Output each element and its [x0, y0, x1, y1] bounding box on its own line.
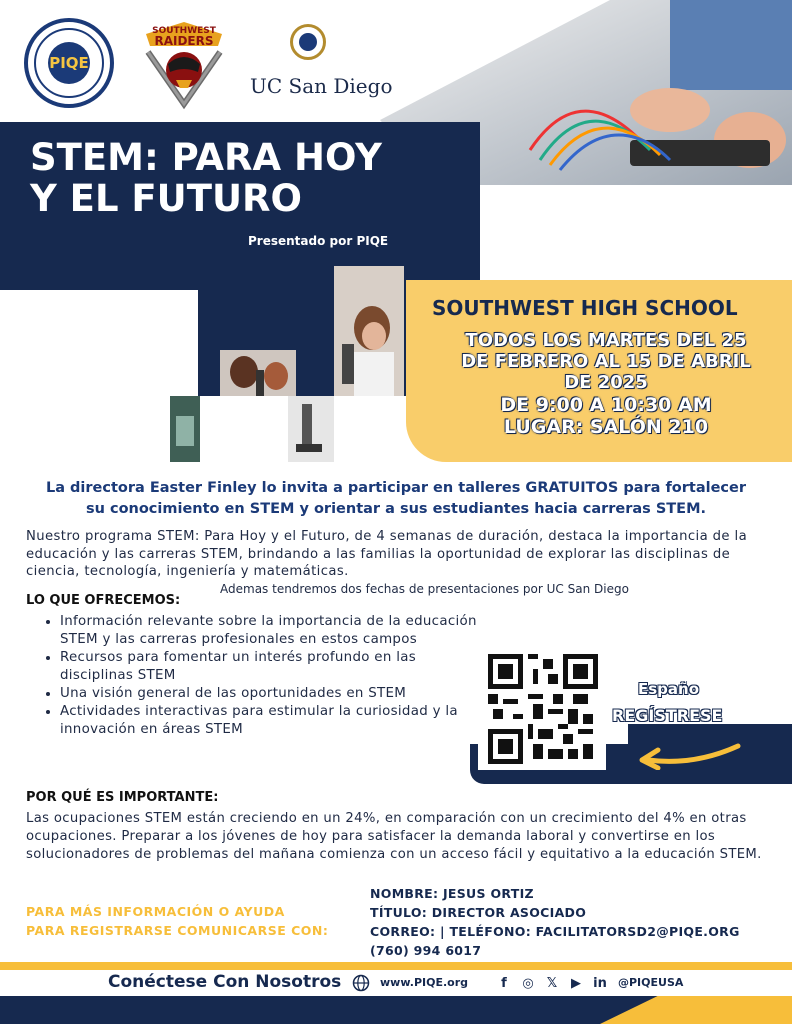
why-text: Las ocupaciones STEM están creciendo en un 24%, en comparación con un crecimiento del 4% en otras ocupaciones. Preparar a los jóvenes de hoy para satisfacer la demanda laboral y convertirse en los solucionadores de problemas del mañana comienza con un acceso fácil y equitativo a la educación STEM. [26, 811, 762, 862]
invitation-line1: La directora Easter Finley lo invita a participar en talleres GRATUITOS para fortalecer [45, 480, 747, 496]
contact-title: TÍTULO: DIRECTOR ASOCIADO [370, 905, 587, 920]
footer-stripe-top [0, 962, 792, 970]
x-icon[interactable]: 𝕏 [546, 975, 558, 991]
why-heading: POR QUÉ ES IMPORTANTE: [26, 790, 219, 805]
facebook-icon[interactable]: f [501, 975, 507, 991]
register-language: Españo [638, 680, 700, 698]
contact-prompt [26, 902, 328, 940]
page-title-line2: Y EL FUTURO [30, 177, 302, 220]
student-microscope-photo [334, 266, 404, 396]
ucsd-logo: UC San Diego [250, 74, 393, 98]
offer-item: • Actividades interactivas para estimular la curiosidad y la innovación en áreas STEM [60, 703, 480, 739]
offer-item: • Información relevante sobre la importancia de la educación STEM y las carreras profesionales en estos campos [60, 613, 480, 649]
raiders-logo-line2: RAIDERS [154, 34, 214, 48]
piqe-logo [24, 18, 114, 108]
raiders-logo [138, 14, 230, 112]
piqe-logo-text: PIQE [48, 42, 90, 84]
raiders-logo-line1: SOUTHWEST [152, 26, 216, 36]
offer-heading: LO QUE OFRECEMOS: [26, 593, 181, 608]
contact-prompt-line1: PARA MÁS INFORMACIÓN O AYUDA [26, 904, 285, 919]
lab-photo-c [288, 396, 334, 462]
ucsd-seal-center [299, 33, 317, 51]
event-school: SOUTHWEST HIGH SCHOOL [432, 296, 738, 320]
offer-item: • Una visión general de las oportunidades en STEM [60, 685, 480, 703]
event-location: LUGAR: SALÓN 210 [503, 416, 709, 438]
social-links [496, 973, 608, 993]
event-dates-line2: DE FEBRERO AL 15 DE ABRIL [461, 351, 751, 372]
registration-qr-code[interactable] [488, 654, 598, 764]
event-dates [420, 330, 792, 393]
lab-photo-b [170, 396, 200, 462]
page-title-line1: STEM: PARA HOY [30, 136, 382, 179]
event-dates-line1: TODOS LOS MARTES DEL 25 [465, 330, 747, 351]
globe-icon [352, 974, 370, 992]
connect-label: Conéctese Con Nosotros [108, 972, 342, 992]
linkedin-icon[interactable]: in [593, 975, 607, 991]
ucsd-presentations-note: Ademas tendremos dos fechas de presentaciones por UC San Diego [220, 582, 629, 596]
event-dates-line3: DE 2025 [564, 372, 648, 393]
lab-photo-a [220, 350, 296, 396]
contact-email[interactable]: CORREO: | TELÉFONO: FACILITATORSD2@PIQE.ORG [370, 924, 740, 939]
invitation-text [20, 478, 772, 520]
youtube-icon[interactable]: ▶ [571, 975, 581, 991]
page-title [30, 137, 382, 219]
offer-item: • Recursos para fomentar un interés profundo en las disciplinas STEM [60, 649, 480, 685]
program-description: Nuestro programa STEM: Para Hoy y el Futuro, de 4 semanas de duración, destaca la importancia de la educación y las carreras STEM, brindando a las familias la oportunidad de explorar las disciplinas de ciencia, tecnología, ingeniería y matemáticas. [26, 529, 748, 579]
register-label: REGÍSTRESE [612, 706, 723, 725]
social-handle[interactable]: @PIQEUSA [618, 976, 684, 989]
invitation-line2: su conocimiento en STEM y orientar a sus estudiantes hacia carreras STEM. [85, 501, 707, 517]
contact-phone[interactable]: (760) 994 6017 [370, 943, 482, 958]
event-time-location [420, 394, 792, 438]
instagram-icon[interactable]: ◎ [522, 975, 534, 991]
presented-by: Presentado por PIQE [248, 234, 389, 248]
event-time: DE 9:00 A 10:30 AM [500, 394, 712, 416]
website-link[interactable]: www.PIQE.org [380, 976, 469, 989]
ucsd-seal [290, 24, 326, 60]
offer-list [40, 613, 480, 739]
contact-prompt-line2: PARA REGISTRARSE COMUNICARSE CON: [26, 923, 329, 938]
arrow-left-icon [634, 736, 744, 770]
contact-details [370, 884, 740, 960]
contact-name: NOMBRE: JESUS ORTIZ [370, 886, 534, 901]
